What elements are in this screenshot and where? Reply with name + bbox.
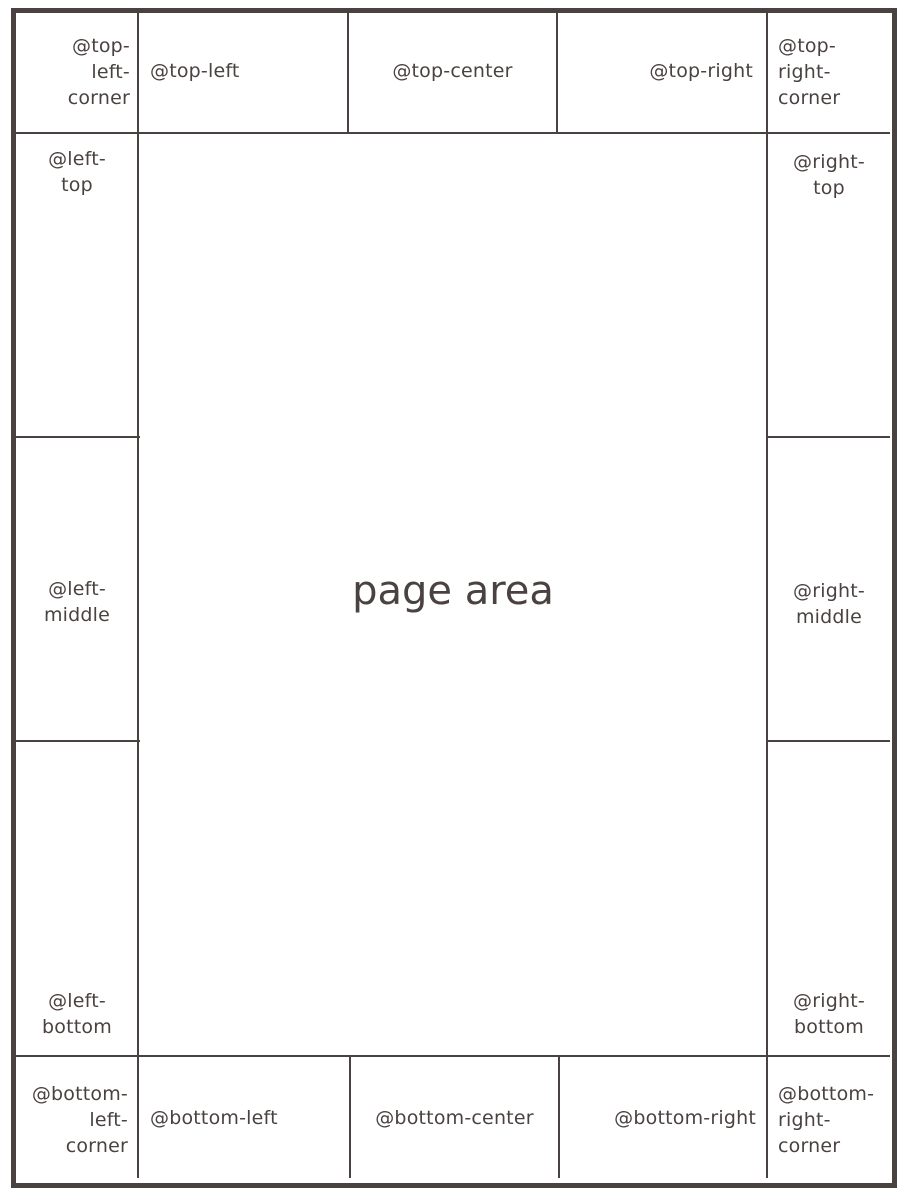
bottom-center-label: @bottom-center <box>375 1107 534 1129</box>
left-middle-label: @left- middle <box>43 578 111 626</box>
bottom-right-corner-label: @bottom- right- corner <box>778 1083 875 1157</box>
right-top-label: @right- top <box>793 151 865 199</box>
right-top-middle-divider <box>766 436 890 438</box>
top-right-corner-label: @top- right- corner <box>778 35 841 109</box>
top-left-label: @top-left <box>150 60 240 82</box>
left-bottom-label: @left- bottom <box>42 990 112 1038</box>
right-middle-label: @right- middle <box>793 580 865 628</box>
right-margin-divider <box>766 13 768 1178</box>
top-right-label: @top-right <box>649 60 753 82</box>
bottom-center-right-divider <box>558 1057 560 1178</box>
left-middle-bottom-divider <box>16 740 140 742</box>
right-middle-bottom-divider <box>766 740 890 742</box>
page-area-label: page area <box>352 568 554 614</box>
bottom-left-corner-label: @bottom- left- corner <box>31 1083 128 1157</box>
top-center-label: @top-center <box>392 60 513 82</box>
top-margin-divider <box>16 132 890 134</box>
left-top-middle-divider <box>16 436 140 438</box>
bottom-right-label: @bottom-right <box>614 1107 756 1129</box>
top-center-right-divider <box>556 13 558 133</box>
right-bottom-label: @right- bottom <box>793 990 865 1038</box>
bottom-left-label: @bottom-left <box>150 1107 278 1129</box>
top-left-corner-label: @top- left- corner <box>67 35 130 109</box>
bottom-margin-divider <box>16 1055 890 1057</box>
left-top-label: @left- top <box>48 148 106 196</box>
left-margin-divider <box>137 13 139 1178</box>
